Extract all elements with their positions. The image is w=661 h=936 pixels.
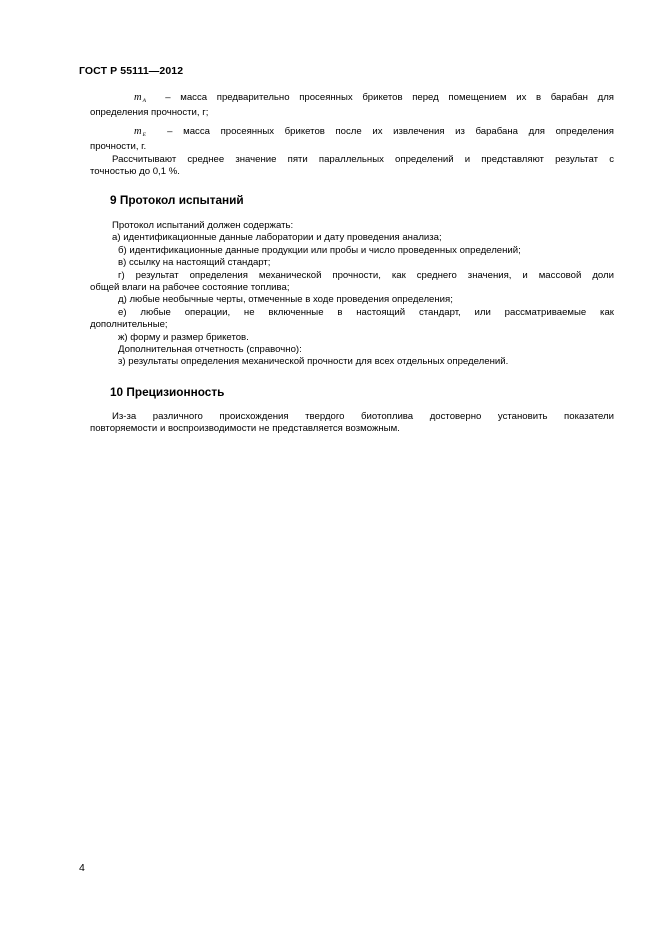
average-paragraph-continued: точностью до 0,1 %. bbox=[90, 166, 180, 178]
variable-symbol: m bbox=[134, 125, 142, 137]
variable-symbol: m bbox=[134, 92, 142, 103]
variable-subscript: E bbox=[142, 131, 146, 138]
precision-paragraph: Из-за различного происхождения твердого биотоплива достоверно установить показатели bbox=[112, 411, 614, 422]
variable-description: – масса предварительно просеянных брикетов перед помещением их в барабан для bbox=[165, 92, 614, 103]
protocol-item-g: ж) форму и размер брикетов. bbox=[118, 331, 249, 343]
average-paragraph: Рассчитывают среднее значение пяти параллельных определений и представляют результат с bbox=[112, 153, 614, 165]
section-10-body bbox=[90, 411, 614, 436]
protocol-item-b: б) идентификационные данные продукции или пробы и число проведенных определений; bbox=[118, 244, 521, 256]
protocol-item-f-continued: дополнительные; bbox=[90, 319, 168, 331]
variable-description-continued: определения прочности, г; bbox=[90, 107, 209, 119]
section-9-title: 9 Протокол испытаний bbox=[110, 193, 244, 207]
protocol-item-a: а) идентификационные данные лаборатории и дату проведения анализа; bbox=[112, 232, 442, 244]
variable-definition-ma bbox=[90, 92, 614, 107]
variable-definitions bbox=[90, 92, 614, 178]
precision-paragraph-continued: повторяемости и воспроизводимости не представляется возможным. bbox=[90, 423, 400, 435]
variable-definition-me bbox=[90, 126, 614, 141]
variable-description-continued: прочности, г. bbox=[90, 141, 147, 153]
variable-subscript: A bbox=[142, 98, 146, 104]
document-header: ГОСТ Р 55111—2012 bbox=[79, 65, 184, 77]
protocol-intro: Протокол испытаний должен содержать: bbox=[112, 220, 294, 231]
protocol-item-c: в) ссылку на настоящий стандарт; bbox=[118, 257, 271, 269]
section-9-body bbox=[90, 220, 614, 369]
protocol-item-f: е) любые операции, не включенные в настоящий стандарт, или рассматриваемые как bbox=[118, 306, 614, 318]
variable-description: – масса просеянных брикетов после их извлечения из барабана для определения bbox=[167, 125, 614, 137]
page-number: 4 bbox=[79, 862, 85, 874]
protocol-item-d: г) результат определения механической прочности, как среднего значения, и массовой доли bbox=[118, 269, 614, 281]
protocol-item-d-continued: общей влаги на рабочее состояние топлива; bbox=[90, 282, 290, 294]
protocol-item-e: д) любые необычные черты, отмеченные в ходе проведения определения; bbox=[118, 294, 453, 306]
protocol-item-h: з) результаты определения механической прочности для всех отдельных определений. bbox=[118, 356, 509, 368]
section-10-title: 10 Прецизионность bbox=[110, 385, 225, 399]
protocol-additional-reporting: Дополнительная отчетность (справочно): bbox=[118, 344, 302, 356]
